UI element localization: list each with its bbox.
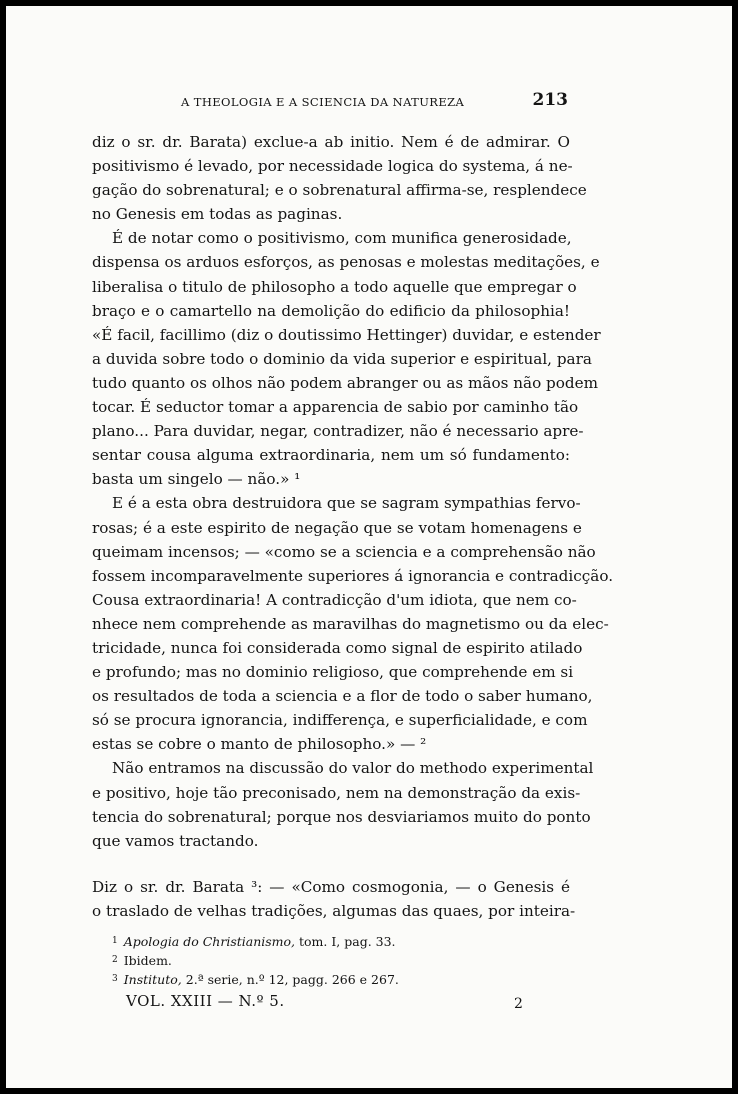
text-line: que vamos tractando. [92, 831, 259, 850]
text-line: É de notar como o positivismo, com munifica generosidade, [112, 229, 572, 248]
sheet-number: 2 [514, 996, 523, 1012]
text-line: liberalisa o titulo de philosopho a todo aquelle que empregar o [92, 277, 577, 296]
text-line: braço e o camartello na demolição do edificio da philosophia! [92, 301, 570, 320]
page-number: 213 [532, 90, 568, 110]
text-line: Diz o sr. dr. Barata ³: — «Como cosmogonia, — o Genesis é [92, 877, 570, 896]
footnotes [112, 932, 552, 989]
footnote-source: Apologia do Christianismo, [123, 934, 296, 949]
text-line: E é a esta obra destruidora que se sagram sympathias fervo- [112, 494, 581, 513]
text-line: e positivo, hoje tão preconisado, nem na demonstração da exis- [92, 783, 581, 802]
footnote-detail: tom. I, pag. 33. [295, 934, 396, 949]
text-line: Não entramos na discussão do valor do methodo experimental [112, 759, 594, 778]
running-head [96, 90, 568, 114]
text-line: dispensa os arduos esforços, as penosas e molestas meditações, e [92, 253, 600, 272]
text-line: tocar. É seductor tomar a apparencia de sabio por caminho tão [92, 398, 579, 417]
text-line: rosas; é a este espirito de negação que se votam homenagens e [92, 518, 582, 537]
text-line: diz o sr. dr. Barata) exclue-a ab initio. Nem é de admirar. O [92, 133, 570, 151]
text-line: tudo quanto os olhos não podem abranger ou as mãos não podem [92, 373, 599, 392]
text-line: basta um singelo — não.» ¹ [92, 470, 301, 489]
text-line: plano... Para duvidar, negar, contradizer, não é necessario apre- [92, 422, 584, 441]
footnote [112, 970, 552, 989]
text-line: Cousa extraordinaria! A contradicção d'um idiota, que nem co- [92, 590, 577, 609]
text-line: o traslado de velhas tradições, algumas das quaes, por inteira- [92, 901, 576, 920]
text-line: e profundo; mas no dominio religioso, que comprehende em si [92, 663, 574, 682]
text-line: só se procura ignorancia, indifferença, e superficialidade, e com [92, 711, 588, 730]
footnote [112, 951, 552, 970]
body-text [92, 130, 614, 923]
text-line: positivismo é levado, por necessidade logica do systema, á ne- [92, 157, 573, 176]
footnote-mark: 1 [112, 936, 118, 946]
book-page [6, 6, 732, 1088]
text-line: fossem incomparavelmente superiores á ignorancia e contradicção. [92, 566, 614, 585]
text-line: nhece nem comprehende as maravilhas do magnetismo ou da elec- [92, 614, 609, 633]
text-line: queimam incensos; — «como se a sciencia e a comprehensão não [92, 542, 596, 561]
footnote-detail: Ibidem. [123, 953, 172, 968]
text-line: tricidade, nunca foi considerada como signal de espirito atilado [92, 638, 583, 657]
text-line: os resultados de toda a sciencia e a flor de todo o saber humano, [92, 687, 593, 706]
text-line: sentar cousa alguma extraordinaria, nem um só fundamento: [92, 446, 570, 465]
running-title: A THEOLOGIA E A SCIENCIA DA NATUREZA [181, 95, 465, 109]
text-line: tencia do sobrenatural; porque nos desviariamos muito do ponto [92, 807, 591, 826]
volume-signature: VOL. XXIII — N.º 5. [126, 992, 285, 1010]
footnote-mark: 3 [112, 974, 118, 984]
footnote-source: Instituto, [123, 972, 182, 987]
footnote-detail: 2.ª serie, n.º 12, pagg. 266 e 267. [181, 972, 399, 987]
text-line: estas se cobre o manto de philosopho.» — ² [92, 735, 427, 754]
footnote-mark: 2 [112, 955, 118, 965]
text-line: no Genesis em todas as paginas. [92, 205, 343, 224]
text-line: «É facil, facillimo (diz o doutissimo Hettinger) duvidar, e estender [92, 325, 601, 344]
paragraph-gap [92, 853, 570, 875]
footnote [112, 932, 552, 951]
text-line: a duvida sobre todo o dominio da vida superior e espiritual, para [92, 349, 592, 368]
text-line: gação do sobrenatural; e o sobrenatural affirma-se, resplendece [92, 181, 587, 200]
